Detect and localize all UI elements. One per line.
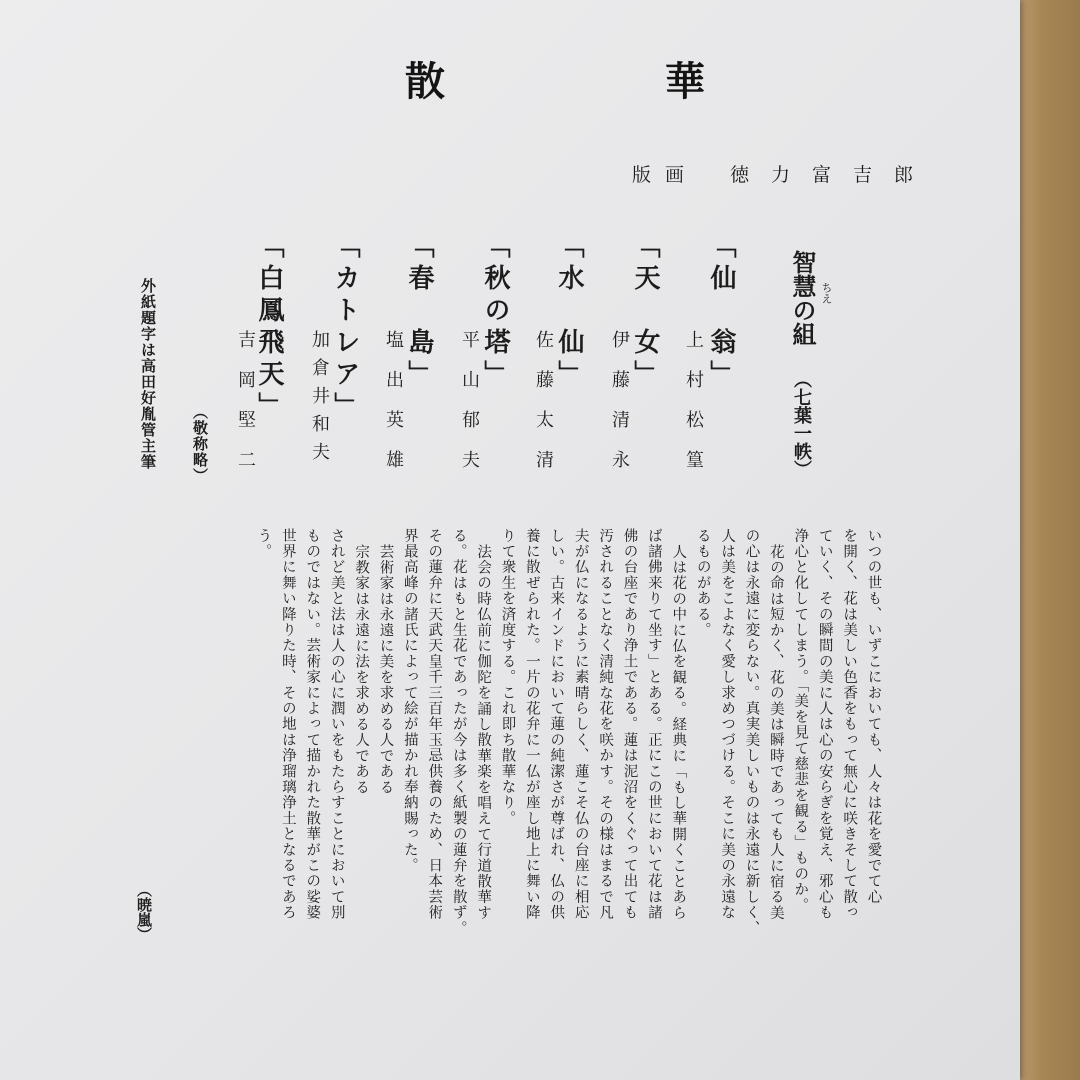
prose-column: の心は永遠に変らない。真実美しいものは永遠に新しく、 xyxy=(743,528,760,937)
prose-column: 夫が仏になるように素晴らしく、蓮こそ仏の台座に相応 xyxy=(572,528,589,921)
prose-column: るものがある。 xyxy=(694,528,711,638)
work-title-4: 「秋の塔」 xyxy=(480,232,510,392)
work-artist-4: 平山郁夫 xyxy=(459,330,480,490)
work-title-1: 「仙 翁」 xyxy=(706,232,736,392)
credit-role: 版画 xyxy=(632,164,699,186)
work-artist-1: 上村松篁 xyxy=(683,330,704,490)
prose-column: 浄心と化してしまう。「美を見て慈悲を観る」ものか。 xyxy=(792,528,809,914)
prose-column: ば諸佛来りて坐す」とある。正にこの世において花は諸 xyxy=(645,528,662,921)
set-title-ruby: ちえ xyxy=(820,282,833,304)
prose-column: しい。古来インドにおいて蓮の純潔さが尊ばれ、仏の供 xyxy=(548,528,565,921)
work-title-7: 「白鳳飛天」 xyxy=(254,232,284,424)
prose-column: 界最高峰の諸氏によって絵が描かれ奉納賜った。 xyxy=(401,528,418,874)
author-signature: （暁嵐） xyxy=(135,882,153,942)
page-title: 散 華 xyxy=(405,58,795,105)
credit-name: 徳力富吉郎 xyxy=(730,164,936,186)
prose-column: 佛の台座であり浄土である。蓮は泥沼をくぐって出ても xyxy=(621,528,638,921)
prose-column: 汚されることなく清純な花を咲かす。その様はまるで凡 xyxy=(597,528,614,921)
work-title-6: 「カトレア」 xyxy=(330,232,360,424)
wooden-table-edge xyxy=(1018,0,1080,1080)
prose-column: されど美と法は人の心に潤いをもたらすことにおいて別 xyxy=(328,528,345,921)
prose-column: 宗教家は永遠に法を求める人である xyxy=(353,544,370,796)
set-title: 智慧の組 xyxy=(788,250,817,346)
work-title-3: 「水 仙」 xyxy=(554,232,584,392)
work-artist-6: 加倉井和夫 xyxy=(309,330,330,470)
work-artist-5: 塩出英雄 xyxy=(383,330,404,490)
prose-column: う。 xyxy=(255,528,272,560)
set-subtitle: （七葉一帙） xyxy=(791,370,812,478)
prose-column: 花の命は短かく、花の美は瞬時であっても人に宿る美 xyxy=(767,544,784,921)
prose-column: いつの世も、いずこにおいても、人々は花を愛でて心 xyxy=(865,528,882,905)
prose-column: を開く、花は美しい色香をもって無心に咲きそして散っ xyxy=(841,528,858,921)
prose-column: ていく、その瞬間の美に人は心の安らぎを覚え、邪心も xyxy=(816,528,833,921)
prose-column: ものではない。芸術家によって描かれた散華がこの娑婆 xyxy=(304,528,321,921)
prose-column: 法会の時仏前に伽陀を誦し散華楽を唱えて行道散華す xyxy=(475,544,492,921)
work-title-5: 「春 島」 xyxy=(404,232,434,392)
cover-calligraphy-note: 外紙題字は高田好胤管主筆 xyxy=(139,278,157,470)
prose-column: 世界に舞い降りた時、その地は浄瑠璃浄土となるであろ xyxy=(279,528,296,921)
work-artist-7: 吉岡堅二 xyxy=(235,330,256,490)
prose-column: 養に散ぜられた。一片の花弁に一仏が座し地上に舞い降 xyxy=(523,528,540,921)
work-artist-2: 伊藤清永 xyxy=(609,330,630,490)
prose-column: る。花はもと生花であったが今は多く紙製の蓮弁を散ず。 xyxy=(450,528,467,937)
work-title-2: 「天 女」 xyxy=(630,232,660,392)
prose-column: その蓮弁に天武天皇千三百年玉忌供養のため、日本芸術 xyxy=(426,528,443,921)
prose-column: 芸術家は永遠に美を求める人である xyxy=(377,544,394,796)
prose-column: りて衆生を済度する。これ即ち散華なり。 xyxy=(499,528,516,827)
prose-column: 人は美をこよなく愛し求めつづける。そこに美の永遠な xyxy=(719,528,736,921)
honorific-note: （敬称略） xyxy=(191,404,209,484)
prose-column: 人は花の中に仏を観る。経典に「もし華開くことあら xyxy=(670,544,687,921)
work-artist-3: 佐藤太清 xyxy=(533,330,554,490)
